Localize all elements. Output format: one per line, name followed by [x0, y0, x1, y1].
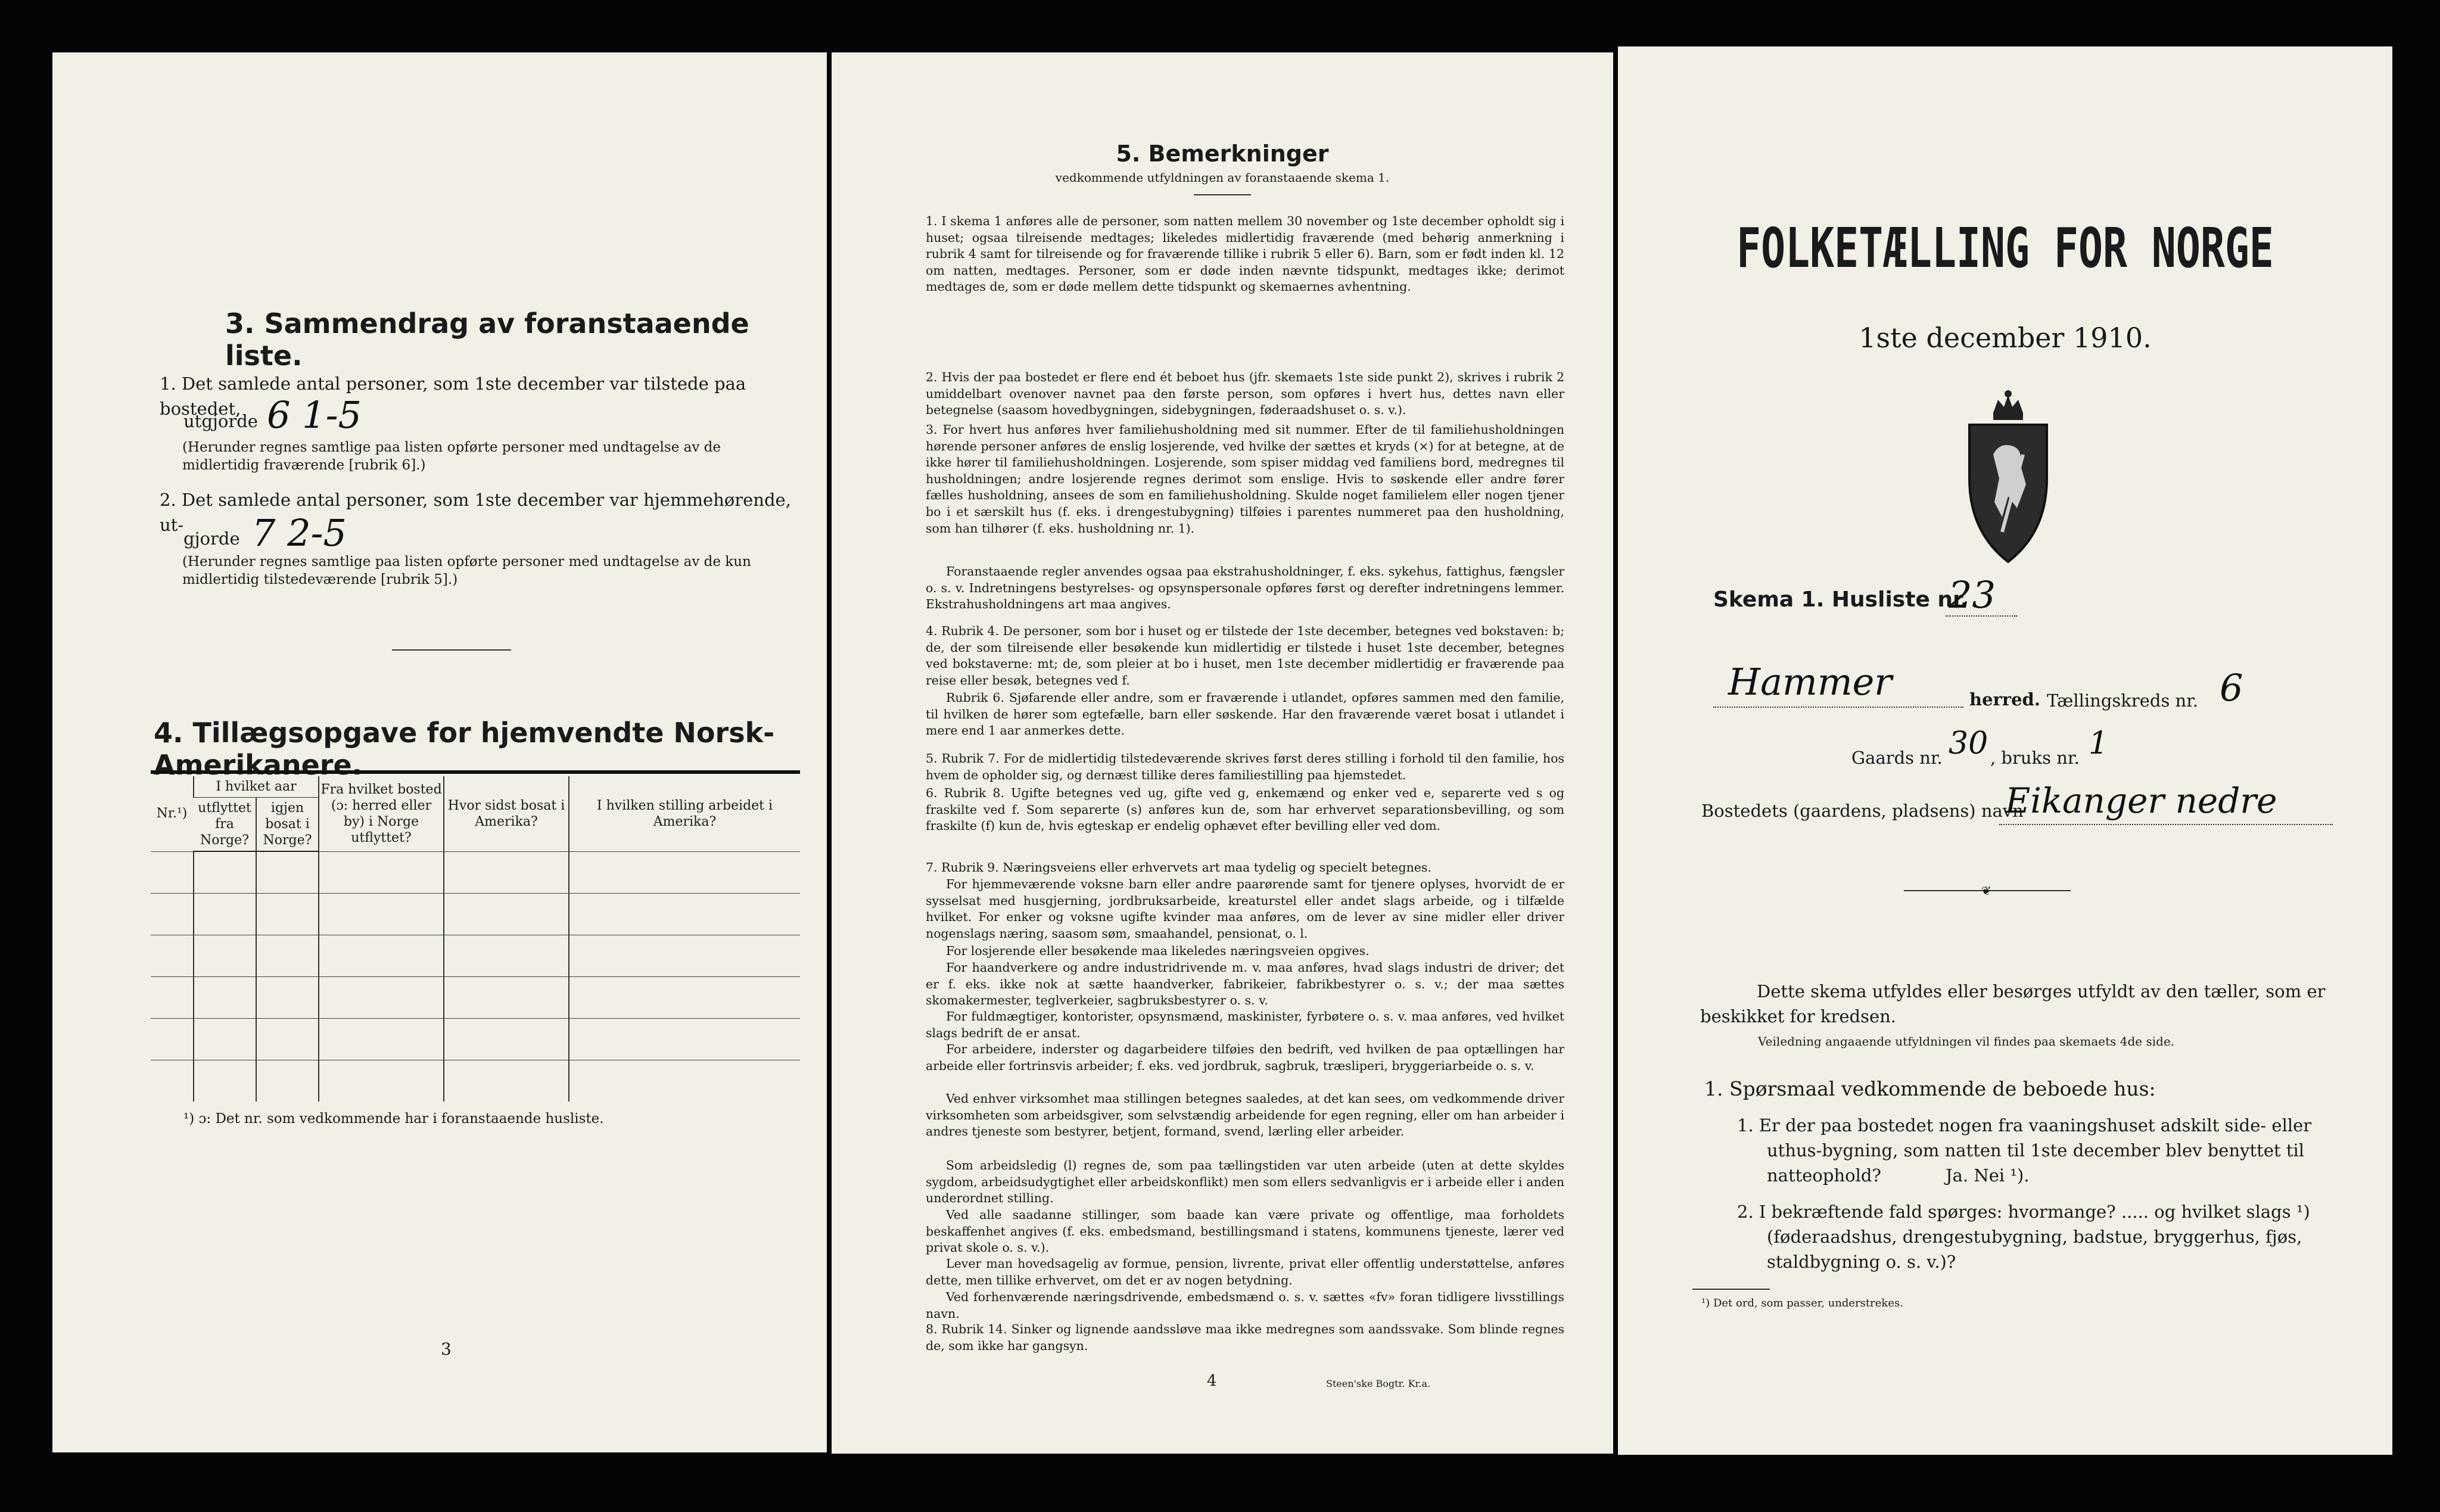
table-top-rule: [151, 770, 800, 774]
col-nr: Nr.¹): [156, 806, 188, 822]
remark-paragraph: Ved enhver virksomhet maa stillingen betegnes saaledes, at det kan sees, om vedkommende driver virksomheten som arbeidsgiver, som selvstændig arbeidende for egen regning, eller om han arbeider i andres tjeneste som bestyrer, betjent, formand, svend, lærling eller arbeider.: [926, 1091, 1564, 1139]
summary-item2-value: 7 2-5: [252, 511, 347, 555]
norsk-amerikanere-table: [151, 776, 800, 1102]
question-header: 1. Spørsmaal vedkommende de beboede hus:: [1704, 1077, 2156, 1100]
table-cell: [319, 851, 444, 894]
table-cell: [569, 935, 800, 977]
remark-paragraph: 7. Rubrik 9. Næringsveiens eller erhvervets art maa tydelig og specielt betegnes.: [926, 860, 1431, 875]
remark-paragraph: For losjerende eller besøkende maa likeledes næringsveien opgives.: [946, 944, 1370, 958]
remark-paragraph: 4. Rubrik 4. De personer, som bor i huset og er tilstede der 1ste december, betegnes ved bokstaven: b; de, der som tilreisende eller besøkende kun midlertidig er tilstede i huset 1ste december, betegnes ved bokstaverne: mt; de, som pleier at bo i huset, men 1ste december midlertidig er fraværende paa reise eller besøk, betegnes ved f.: [926, 624, 1564, 687]
remark-paragraph: 1. I skema 1 anføres alle de personer, som natten mellem 30 november og 1ste december opholdt sig i huset; ogsaa tilreisende medtages; likeledes midlertidig fraværende (med behørig anmerkning i rubrik 4 samt for tilreisende og for fraværende tillike i rubrik 5 eller 6). Barn, som er født inden kl. 12 om natten, medtages. Personer, som er døde inden nævnte tidspunkt, medtages ikke; derimot medtages de, som er døde mellem dette tidspunkt og skemaernes avhentning.: [926, 214, 1564, 294]
table-cell: [194, 935, 256, 977]
section3-title: 3. Sammendrag av foranstaaende liste.: [225, 307, 749, 372]
instruction-text: Dette skema utfyldes eller besørges utfyldt av den tæller, som er beskikket for kredsen.: [1700, 981, 2326, 1026]
table-cell: [444, 935, 569, 977]
table-footnote: ¹) ɔ: Det nr. som vedkommende har i foranstaaende husliste.: [183, 1111, 604, 1127]
remark-paragraph: 5. Rubrik 7. For de midlertidig tilstedeværende skrives først deres stilling i forhold til den familie, hos hvem de opholder sig, og dernæst tillike deres familiestilling paa hjemstedet.: [926, 751, 1564, 782]
tellingskreds-label: Tællingskreds nr.: [2047, 690, 2199, 711]
table-cell: [194, 977, 256, 1019]
table-cell: [194, 1060, 256, 1102]
table-cell: [569, 1019, 800, 1060]
remark-paragraph: 8. Rubrik 14. Sinker og lignende aandssløve maa ikke medregnes som aandssvake. Som blinde regnes de, som ikke har gangsyn.: [926, 1322, 1564, 1353]
gaards-label: Gaards nr.: [1851, 748, 1943, 768]
table-cell: [319, 894, 444, 935]
remark-paragraph: Foranstaaende regler anvendes ogsaa paa ekstrahusholdninger, f. eks. sykehus, fattighus, fængsler o. s. v. Indretningens bestyrelses- og opsynspersonale opføres først og derefter indretningens lemmer. Ekstrahusholdningens art maa angives.: [926, 564, 1564, 612]
table-cell: [569, 1060, 800, 1102]
table-cell: [444, 977, 569, 1019]
summary-item1-text: 1. Det samlede antal personer, som 1ste december var tilstede paa bostedet,: [160, 374, 746, 419]
question-1-answer: Ja. Nei ¹).: [1946, 1165, 2030, 1186]
summary-item1-prefix: utgjorde: [183, 411, 258, 431]
table-cell: [319, 1060, 444, 1102]
table-cell: [319, 1019, 444, 1060]
table-row: [151, 977, 800, 1019]
col-emigrated: utflyttet fra Norge?: [194, 798, 256, 852]
table-cell: [569, 894, 800, 935]
right-page: [1618, 46, 2392, 1455]
form-date: 1ste december 1910.: [1859, 322, 2152, 354]
table-cell: [319, 935, 444, 977]
summary-item2-note: (Herunder regnes samtlige paa listen opførte personer med undtagelse av de kun midlertidig tilstedeværende [rubrik 5].): [182, 554, 751, 587]
summary-item1-value: 6 1-5: [267, 393, 362, 437]
remark-paragraph: Som arbeidsledig (l) regnes de, som paa tællingstiden var uten arbeide (uten at dette skyldes sygdom, arbeidsudygtighet eller arbeidskonflikt) men som ellers sedvanligvis er i arbeide eller i anden underordnet stilling.: [926, 1158, 1564, 1206]
bosted-value: Eikanger nedre: [2005, 780, 2277, 821]
summary-item2-prefix: gjorde: [183, 528, 240, 549]
remark-paragraph: Ved forhenværende næringsdrivende, embedsmænd o. s. v. sættes «fv» foran tidligere livsstillings navn.: [926, 1290, 1564, 1321]
table-cell: [319, 977, 444, 1019]
page-number: 4: [1207, 1372, 1217, 1390]
table-cell: [569, 977, 800, 1019]
table-cell: [444, 1019, 569, 1060]
table-cell: [569, 851, 800, 894]
col-from-where: Fra hvilket bosted (ɔ: herred eller by) i Norge utflyttet?: [319, 776, 444, 851]
page-number: 3: [441, 1339, 452, 1359]
col-last-address: Hvor sidst bosat i Amerika?: [444, 776, 569, 851]
col-group-year: I hvilket aar: [194, 776, 319, 798]
table-cell: [194, 894, 256, 935]
table-cell: [256, 1019, 319, 1060]
table-cell: [256, 935, 319, 977]
remark-paragraph: 3. For hvert hus anføres hver familiehusholdning med sit nummer. Efter de til familiehusholdningen hørende personer anføres de enslig losjerende, ved hvilke der sættes et kryds (×) for at betegne, at de ikke hører til familiehusholdningen. Losjerende, som spiser middag ved familiens bord, medregnes til husholdningen; andre losjerende regnes derimot som enslige. Hvis to søskende eller andre fører fælles husholdning, ansees de som en familiehusholdning. Skulde noget familielem eller nogen tjener bo i et særskilt hus (f. eks. i drengestubygning) tilføies i parentes nummeret paa den husholdning, som han tilhører (f. eks. husholdning nr. 1).: [926, 422, 1564, 536]
remark-paragraph: For fuldmægtiger, kontorister, opsynsmænd, maskinister, fyrbøtere o. s. v. maa anføres, ved hvilket slags bedrift de er ansat.: [926, 1009, 1564, 1040]
question-1: 1. Er der paa bostedet nogen fra vaaningshuset adskilt side- eller uthus-bygning, som natten til 1ste december blev benyttet til natteophold?: [1737, 1115, 2312, 1186]
summary-item1-note: (Herunder regnes samtlige paa listen opførte personer med undtagelse av de midlertidig fraværende [rubrik 6].): [182, 440, 721, 473]
footnote: ¹) Det ord, som passer, understrekes.: [1701, 1297, 1903, 1309]
gaards-value: 30: [1949, 726, 1988, 761]
printer-mark: Steen'ske Bogtr. Kr.a.: [1326, 1378, 1431, 1389]
herred-value: Hammer: [1728, 660, 1892, 704]
form-title: FOLKETÆLLING FOR NORGE: [1736, 216, 2274, 280]
left-page: [52, 52, 827, 1452]
herred-line: [1713, 707, 1963, 708]
table-cell: [151, 1019, 194, 1060]
table-cell: [194, 851, 256, 894]
table-row: [151, 1019, 800, 1060]
footnote-rule: [1692, 1289, 1770, 1290]
table-body: [151, 851, 800, 1102]
middle-page: [832, 52, 1613, 1454]
table-cell: [256, 1060, 319, 1102]
table-cell: [256, 894, 319, 935]
remarks-title: 5. Bemerkninger: [1116, 141, 1329, 167]
table-cell: [151, 935, 194, 977]
table-row: [151, 935, 800, 977]
table-row: [151, 851, 800, 894]
table-cell: [256, 851, 319, 894]
husliste-nr-line: [1946, 615, 2017, 617]
bruks-value: 1: [2089, 726, 2109, 761]
bruks-label: , bruks nr.: [1990, 748, 2080, 768]
herred-label: herred.: [1969, 689, 2040, 710]
divider: [392, 649, 511, 651]
table-cell: [151, 894, 194, 935]
remark-paragraph: Ved alle saadanne stillinger, som baade kan være private og offentlige, maa forholdets beskaffenhet angives (f. eks. embedsmand, bestillingsmand i statens, kommunens tjeneste, lærer ved privat skole o. s. v.).: [926, 1208, 1564, 1255]
section4-title: 4. Tillægsopgave for hjemvendte Norsk-Amerikanere.: [154, 717, 775, 781]
remark-paragraph: For hjemmeværende voksne barn eller andre paarørende samt for tjenere oplyses, hvorvidt de er sysselsat med husgjerning, jordbruksarbeide, kreaturstel eller andet slags arbeide, og i tilfælde hvilket. For enker og voksne ugifte kvinder maa anføres, om de lever av sine midler eller driver nogenslags næring, saasom søm, smaahandel, pensionat, o. l.: [926, 877, 1564, 941]
table-cell: [444, 1060, 569, 1102]
guidance-text: Veiledning angaaende utfyldningen vil findes paa skemaets 4de side.: [1758, 1034, 2175, 1049]
remark-paragraph: Rubrik 6. Sjøfarende eller andre, som er fraværende i utlandet, opføres sammen med den familie, til hvilken de hører som egtefælle, barn eller søskende. Har den fraværende været bosat i utlandet i mere end 1 aar anmerkes dette.: [926, 690, 1564, 738]
schema-label: Skema 1. Husliste nr.: [1713, 587, 1969, 612]
remark-paragraph: 6. Rubrik 8. Ugifte betegnes ved ug, gifte ved g, enkemænd og enker ved e, separerte ved s og fraskilte ved f. Som separerte (s) anføres kun de, som har erhvervet separationsbevilling, og som fraskilte (f) kun de, hvis egteskap er endelig ophævet efter bevilling eller ved dom.: [926, 786, 1564, 833]
question-2: 2. I bekræftende fald spørges: hvormange? ..... og hvilket slags ¹) (føderaadshus, drengestubygning, badstue, bryggerhus, fjøs, staldbygning o. s. v.)?: [1737, 1202, 2310, 1272]
table-row: [151, 1060, 800, 1102]
remarks-subtitle: vedkommende utfyldningen av foranstaaende skema 1.: [1055, 170, 1390, 185]
table-cell: [151, 1060, 194, 1102]
table-cell: [444, 851, 569, 894]
bosted-label: Bostedets (gaardens, pladsens) navn: [1701, 801, 2024, 821]
table-row: [151, 894, 800, 935]
divider: [1194, 194, 1251, 195]
table-cell: [444, 894, 569, 935]
remark-paragraph: For arbeidere, inderster og dagarbeidere tilføies den bedrift, ved hvilken de paa optællingen har arbeide eller fortrinsvis arbeider; f. eks. ved jordbruk, sagbruk, træsliperi, bryggeriarbeide o. s. v.: [926, 1042, 1564, 1073]
col-occupation: I hvilken stilling arbeidet i Amerika?: [569, 776, 800, 851]
table-cell: [151, 977, 194, 1019]
table-cell: [256, 977, 319, 1019]
table-cell: [151, 851, 194, 894]
col-returned: igjen bosat i Norge?: [256, 798, 319, 852]
table-cell: [194, 1019, 256, 1060]
norway-coat-of-arms-icon: [1952, 389, 2065, 570]
ornament-icon: ❦: [1981, 883, 1991, 898]
tellingskreds-value: 6: [2220, 666, 2243, 710]
husliste-nr-value: 23: [1949, 573, 1996, 617]
summary-item2-text: 2. Det samlede antal personer, som 1ste december var hjemmehørende, ut-: [160, 490, 791, 535]
bosted-line: [1999, 824, 2333, 825]
remark-paragraph: For haandverkere og andre industridrivende m. v. maa anføres, hvad slags industri de driver; det er f. eks. ikke nok at sætte haandverker, fabrikeier, fabrikbestyrer o. s. v.; der maa sættes skomakermester, teglverkeier, sagbruksbestyrer o. s. v.: [926, 960, 1564, 1008]
remark-paragraph: 2. Hvis der paa bostedet er flere end ét beboet hus (jfr. skemaets 1ste side punkt 2), skrives i rubrik 2 umiddelbart ovenover navnet paa den første person, som opføres i hvert hus, dettes navn eller betegnelse (saasom hovedbygningen, sidebygningen, føderaadshuset o. s. v.).: [926, 370, 1564, 418]
remark-paragraph: Lever man hovedsagelig av formue, pension, livrente, privat eller offentlig understøttelse, anføres dette, men tillike erhvervet, om det er av nogen betydning.: [926, 1256, 1564, 1287]
